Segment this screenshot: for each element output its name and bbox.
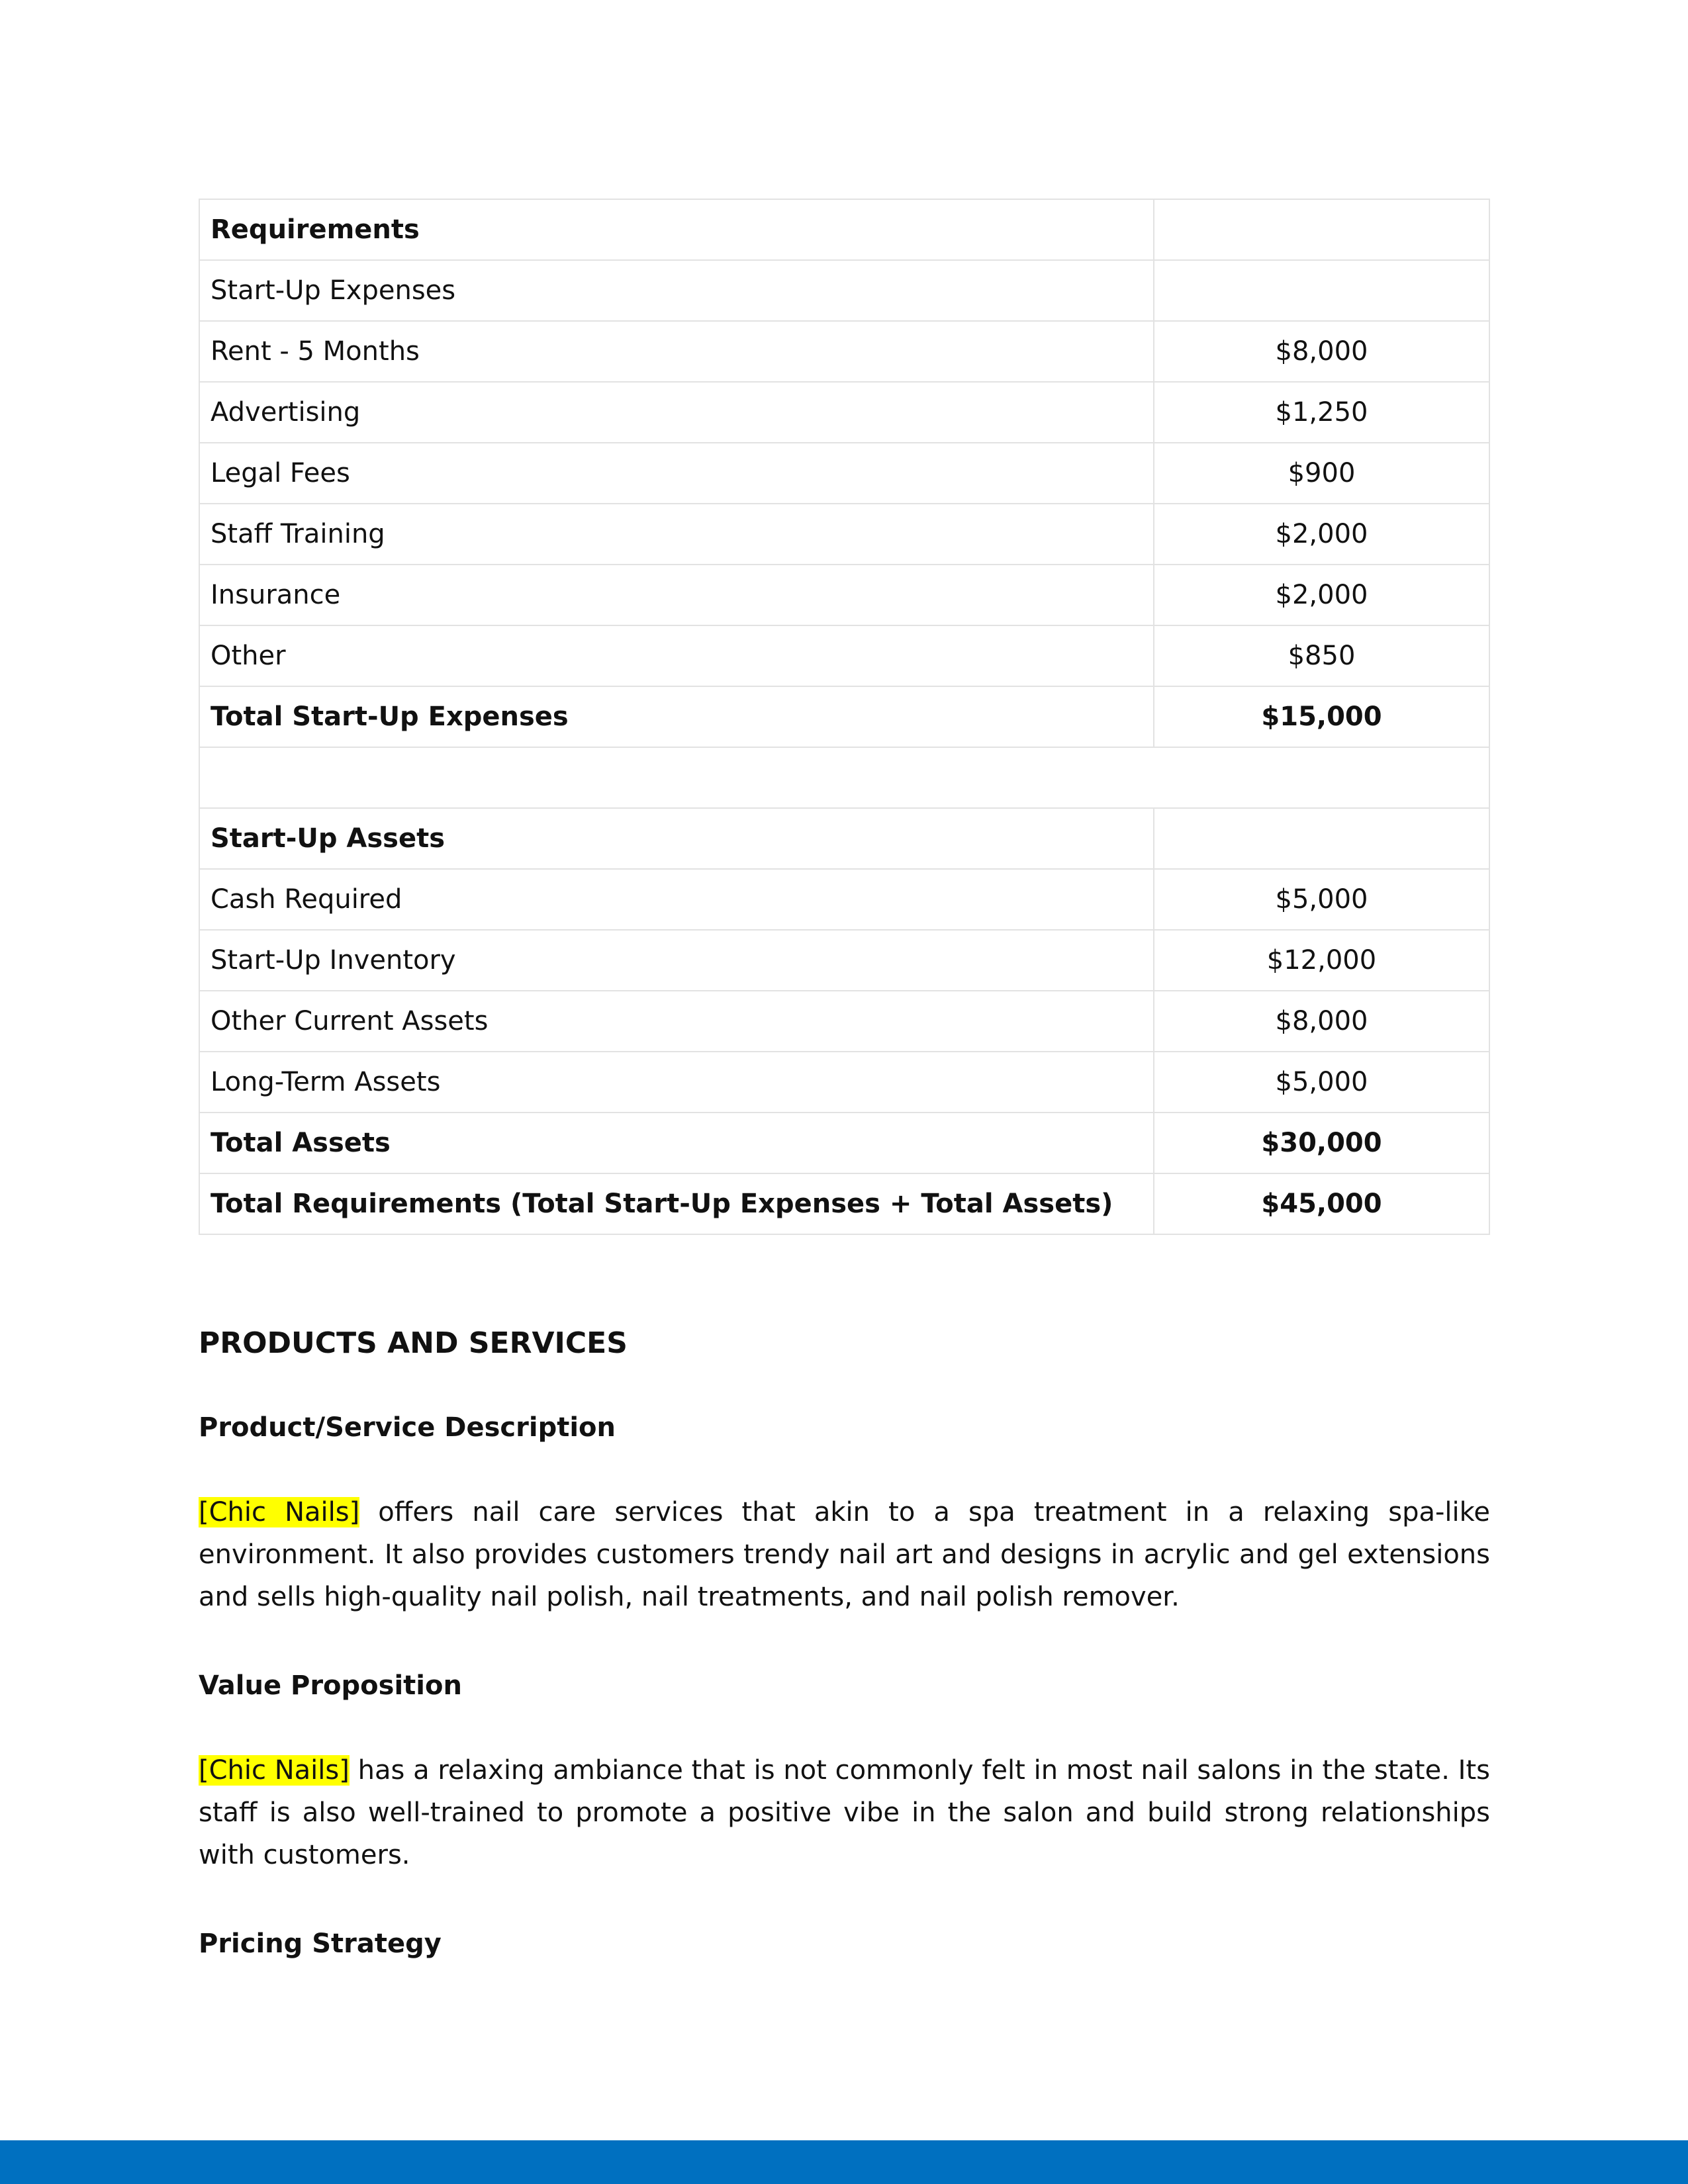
table-row [199,869,1489,930]
row-label: Legal Fees [199,443,1154,504]
value-proposition-text: has a relaxing ambiance that is not commonly felt in most nail salons in the state. Its staff is also well-trained to promote a positive vibe in the salon and build strong relationships with customers. [199,1754,1490,1870]
table-body [199,199,1489,1234]
row-label: Insurance [199,565,1154,625]
row-label: Staff Training [199,504,1154,565]
table-row [199,686,1489,747]
row-label: Total Requirements (Total Start-Up Expenses + Total Assets) [199,1173,1154,1234]
row-label: Requirements [199,199,1154,260]
row-value: $5,000 [1154,869,1489,930]
company-name-highlight: [Chic Nails] [199,1496,360,1527]
row-label: Advertising [199,382,1154,443]
table-row [199,504,1489,565]
row-value [1154,808,1489,869]
value-proposition-paragraph [199,1749,1490,1876]
table-row [199,991,1489,1052]
row-value: $8,000 [1154,991,1489,1052]
row-value: $2,000 [1154,565,1489,625]
row-value: $5,000 [1154,1052,1489,1113]
product-service-description-heading: Product/Service Description [199,1412,616,1443]
spacer-cell [199,747,1489,808]
row-value: $12,000 [1154,930,1489,991]
row-label: Start-Up Assets [199,808,1154,869]
row-value: $850 [1154,625,1489,686]
description-text: offers nail care services that akin to a spa treatment in a relaxing spa-like environment. It also provides customers trendy nail art and designs in acrylic and gel extensions and sells high-quality nail polish, nail treatments, and nail polish remover. [199,1496,1490,1612]
row-value: $1,250 [1154,382,1489,443]
table-row [199,808,1489,869]
row-label: Other [199,625,1154,686]
row-value: $30,000 [1154,1113,1489,1173]
row-label: Cash Required [199,869,1154,930]
company-name-highlight: [Chic Nails] [199,1754,350,1786]
row-value: $8,000 [1154,321,1489,382]
row-label: Rent - 5 Months [199,321,1154,382]
page-content [199,199,1490,1960]
value-proposition-heading: Value Proposition [199,1670,462,1701]
product-service-description-paragraph [199,1491,1490,1618]
table-row [199,321,1489,382]
row-label: Start-Up Inventory [199,930,1154,991]
row-label: Total Assets [199,1113,1154,1173]
row-value: $2,000 [1154,504,1489,565]
pricing-strategy-heading: Pricing Strategy [199,1928,442,1959]
row-value: $900 [1154,443,1489,504]
table-row [199,1173,1489,1234]
row-label: Total Start-Up Expenses [199,686,1154,747]
row-label: Start-Up Expenses [199,260,1154,321]
table-row [199,382,1489,443]
table-row [199,443,1489,504]
table-row [199,930,1489,991]
startup-requirements-table [199,199,1490,1235]
row-value: $45,000 [1154,1173,1489,1234]
row-label: Long-Term Assets [199,1052,1154,1113]
table-row [199,625,1489,686]
table-row [199,565,1489,625]
row-value: $15,000 [1154,686,1489,747]
table-row [199,260,1489,321]
footer-bar [0,2140,1688,2184]
section-heading-products-services: PRODUCTS AND SERVICES [199,1326,628,1360]
row-label: Other Current Assets [199,991,1154,1052]
spacer-row [199,747,1489,808]
row-value [1154,199,1489,260]
table-row [199,1052,1489,1113]
row-value [1154,260,1489,321]
table-row [199,1113,1489,1173]
table-row [199,199,1489,260]
